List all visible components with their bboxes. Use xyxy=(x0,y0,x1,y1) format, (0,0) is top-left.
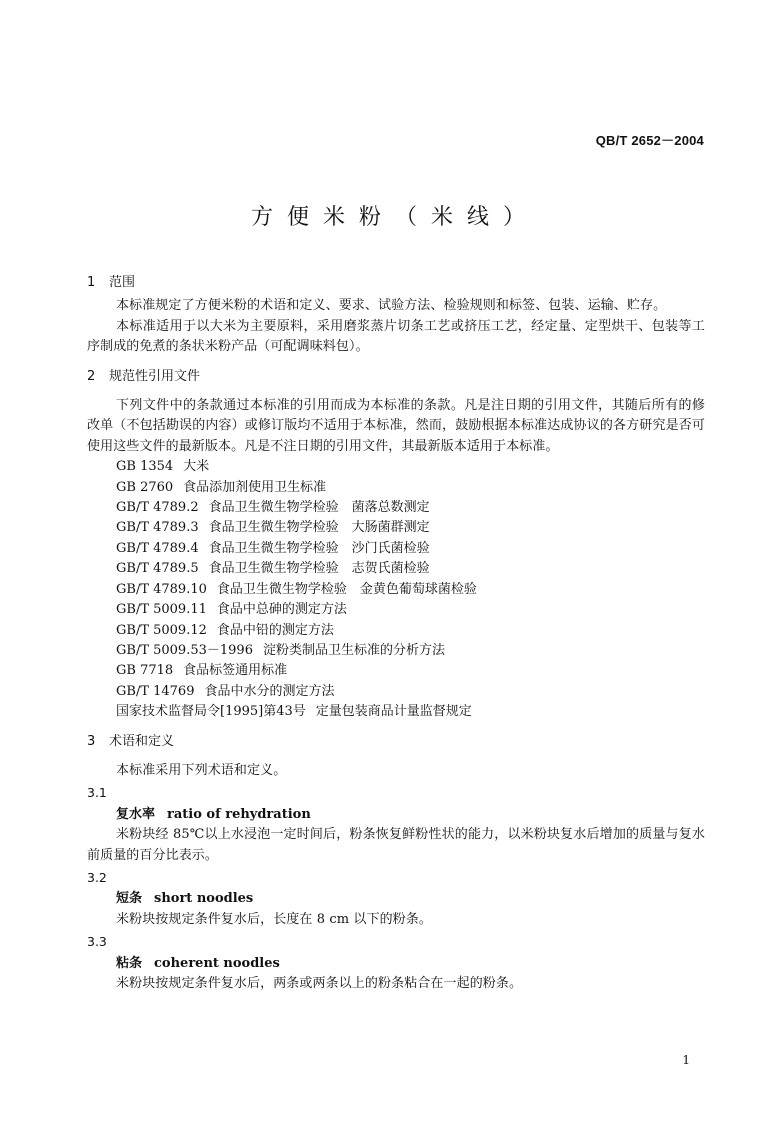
reference-code: GB/T 5009.12 xyxy=(116,622,207,638)
reference-code: GB/T 14769 xyxy=(116,683,195,699)
term-entry xyxy=(87,868,705,930)
reference-item xyxy=(87,621,705,641)
reference-title: 食品卫生微生物学检验 志贺氏菌检验 xyxy=(208,561,430,577)
paragraph: 下列文件中的条款通过本标准的引用而成为本标准的条款。凡是注日期的引用文件，其随后所有的修改单（不包括勘误的内容）或修订版均不适用于本标准，然而，鼓励根据本标准达成协议的各方研究是否可使用这些文件的最新版本。凡是不注日期的引用文件，其最新版本适用于本标准。 xyxy=(87,398,705,454)
page-number: 1 xyxy=(682,1053,690,1067)
term-definition: 米粉块按规定条件复水后，两条或两条以上的粉条粘合在一起的粉条。 xyxy=(116,976,523,991)
reference-title: 食品卫生微生物学检验 沙门氏菌检验 xyxy=(208,540,430,556)
reference-title: 定量包装商品计量监督规定 xyxy=(315,704,472,720)
reference-code: GB/T 5009.11 xyxy=(116,602,207,618)
term-number: 3.2 xyxy=(87,869,107,885)
reference-item xyxy=(87,600,705,620)
reference-title: 食品标签通用标准 xyxy=(183,663,288,679)
reference-item xyxy=(87,641,705,661)
section-title: 范围 xyxy=(109,275,136,290)
section-title: 规范性引用文件 xyxy=(109,368,201,384)
term-number: 3.1 xyxy=(87,785,107,801)
reference-code: GB 2760 xyxy=(116,479,174,495)
section-heading-scope xyxy=(87,273,705,293)
reference-title: 食品添加剂使用卫生标准 xyxy=(183,479,327,495)
reference-code: GB/T 4789.5 xyxy=(116,561,199,577)
term-name xyxy=(87,889,705,909)
term-name-en: ratio of rehydration xyxy=(167,806,311,822)
reference-title: 食品中铅的测定方法 xyxy=(216,622,334,638)
term-number: 3.3 xyxy=(87,934,107,950)
section-heading-terms xyxy=(87,732,705,752)
term-definition: 米粉块经 85℃以上水浸泡一定时间后，粉条恢复鲜粉性状的能力，以米粉块复水后增加的质量与复水前质量的百分比表示。 xyxy=(87,827,705,863)
reference-item xyxy=(87,702,705,722)
reference-list xyxy=(87,457,705,722)
paragraph: 本标准规定了方便米粉的术语和定义、要求、试验方法、检验规则和标签、包装、运输、贮存。 xyxy=(116,298,667,314)
reference-code: GB/T 5009.53－1996 xyxy=(116,642,253,658)
term-entry xyxy=(87,932,705,994)
section-number: 3 xyxy=(87,733,96,749)
reference-item xyxy=(87,478,705,498)
section-title: 术语和定义 xyxy=(109,733,175,749)
reference-item xyxy=(87,457,705,477)
document-title: 方便米粉（米线） xyxy=(250,205,539,230)
term-name-zh: 复水率 xyxy=(116,806,156,822)
reference-title: 淀粉类制品卫生标准的分析方法 xyxy=(262,642,445,658)
reference-code: GB/T 4789.2 xyxy=(116,500,199,516)
document-body xyxy=(87,270,705,994)
reference-item xyxy=(87,518,705,538)
section-number: 2 xyxy=(87,368,96,384)
reference-code: GB/T 4789.3 xyxy=(116,520,199,536)
term-name-en: short noodles xyxy=(154,891,254,907)
standard-code: QB/T 2652－2004 xyxy=(595,133,704,148)
reference-title: 食品卫生微生物学检验 金黄色葡萄球菌检验 xyxy=(216,581,477,597)
section-number: 1 xyxy=(87,275,96,290)
term-name-zh: 短条 xyxy=(116,891,143,907)
reference-item xyxy=(87,559,705,579)
reference-code: GB 7718 xyxy=(116,663,174,679)
reference-code: 国家技术监督局令[1995]第43号 xyxy=(116,704,306,720)
reference-title: 食品中水分的测定方法 xyxy=(204,683,335,699)
reference-title: 食品卫生微生物学检验 大肠菌群测定 xyxy=(208,520,430,536)
term-name xyxy=(87,805,705,825)
reference-item xyxy=(87,498,705,518)
section-heading-normative-references xyxy=(87,367,705,387)
term-name-zh: 粘条 xyxy=(116,955,143,971)
term-entry xyxy=(87,783,705,866)
reference-title: 大米 xyxy=(183,459,210,475)
reference-item xyxy=(87,682,705,702)
reference-code: GB 1354 xyxy=(116,459,174,475)
paragraph: 本标准适用于以大米为主要原料，采用磨浆蒸片切条工艺或挤压工艺，经定量、定型烘干、包装等工序制成的免煮的条状米粉产品（可配调味料包）。 xyxy=(87,318,705,355)
reference-code: GB/T 4789.4 xyxy=(116,540,199,556)
reference-title: 食品中总砷的测定方法 xyxy=(216,602,347,618)
reference-item xyxy=(87,661,705,681)
reference-item xyxy=(87,580,705,600)
reference-item xyxy=(87,539,705,559)
reference-title: 食品卫生微生物学检验 菌落总数测定 xyxy=(208,500,430,516)
term-definition: 米粉块按规定条件复水后，长度在 8 cm 以下的粉条。 xyxy=(116,911,432,927)
paragraph: 本标准采用下列术语和定义。 xyxy=(116,762,287,778)
term-name-en: coherent noodles xyxy=(154,955,280,971)
reference-code: GB/T 4789.10 xyxy=(116,581,207,597)
term-name xyxy=(87,954,705,974)
